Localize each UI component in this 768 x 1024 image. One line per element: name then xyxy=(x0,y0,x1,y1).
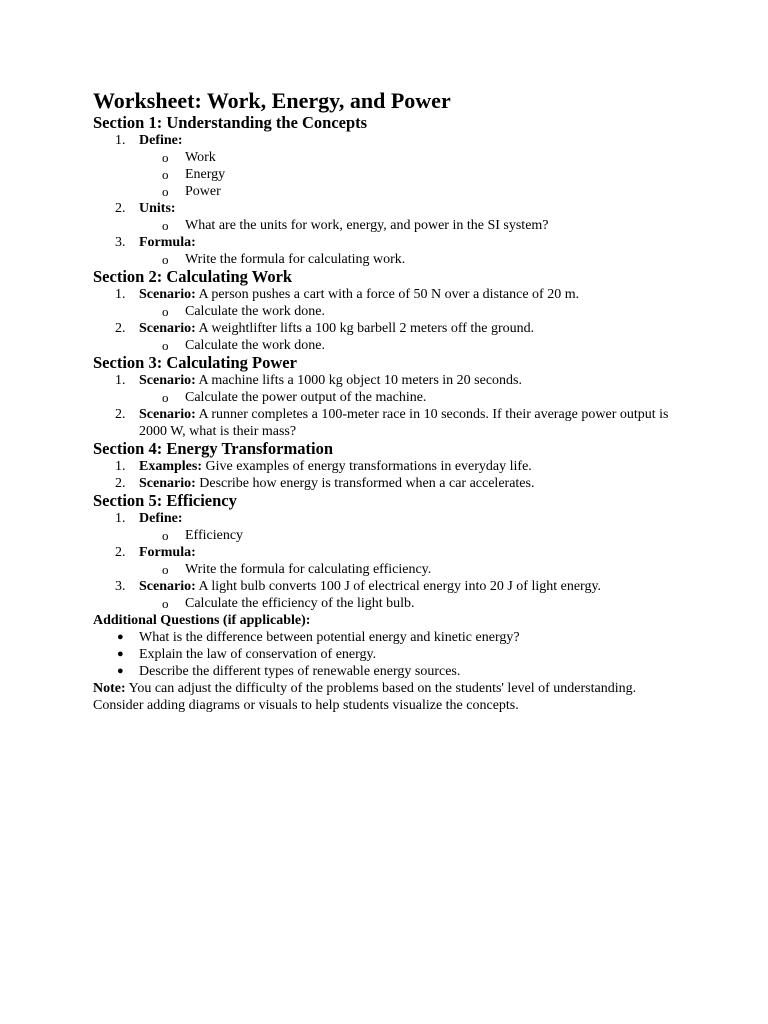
bullet-text: Describe the different types of renewable energy sources. xyxy=(139,664,461,679)
item-label: Formula: xyxy=(139,235,196,250)
worksheet-content xyxy=(93,88,683,714)
sub-item-text: Write the formula for calculating efficiency. xyxy=(185,562,432,577)
numbered-list xyxy=(93,372,683,440)
additional-questions-heading: Additional Questions (if applicable): xyxy=(93,613,311,628)
list-item xyxy=(93,234,683,268)
item-number: 2. xyxy=(115,321,126,336)
item-label: Scenario: xyxy=(139,373,196,388)
item-number: 3. xyxy=(115,579,126,594)
sub-list-item xyxy=(139,183,683,200)
sub-item-text: Write the formula for calculating work. xyxy=(185,252,406,267)
item-text: A machine lifts a 1000 kg object 10 meters in 20 seconds. xyxy=(195,373,522,388)
list-item xyxy=(93,372,683,406)
section-heading: Section 4: Energy Transformation xyxy=(93,439,333,458)
item-label: Scenario: xyxy=(139,579,196,594)
sub-list xyxy=(139,217,683,234)
section-1 xyxy=(93,114,683,268)
numbered-list xyxy=(93,132,683,268)
list-item xyxy=(93,286,683,320)
note-text: You can adjust the difficulty of the problems based on the students' level of understanding. Consider adding diagrams or visuals to help students visualize the concepts. xyxy=(93,681,637,713)
list-item xyxy=(93,406,683,440)
sub-item-text: Power xyxy=(185,184,221,199)
list-item xyxy=(93,200,683,234)
circle-bullet-icon: o xyxy=(162,218,169,233)
sub-item-text: Calculate the power output of the machine. xyxy=(185,390,427,405)
sub-list xyxy=(139,337,683,354)
section-heading: Section 2: Calculating Work xyxy=(93,267,293,286)
circle-bullet-icon: o xyxy=(162,528,169,543)
sub-list-item xyxy=(139,337,683,354)
page-title: Worksheet: Work, Energy, and Power xyxy=(93,88,451,113)
circle-bullet-icon: o xyxy=(162,252,169,267)
disc-bullet-icon: ● xyxy=(117,631,124,643)
section-2 xyxy=(93,268,683,354)
sub-item-text: Efficiency xyxy=(185,528,244,543)
sub-list-item xyxy=(139,527,683,544)
item-text: A person pushes a cart with a force of 50 N over a distance of 20 m. xyxy=(195,287,580,302)
item-number: 1. xyxy=(115,459,126,474)
circle-bullet-icon: o xyxy=(162,167,169,182)
item-label: Scenario: xyxy=(139,407,196,422)
sub-list-item xyxy=(139,166,683,183)
sub-list xyxy=(139,149,683,200)
sub-list-item xyxy=(139,217,683,234)
item-text: Describe how energy is transformed when a car accelerates. xyxy=(195,476,535,491)
disc-bullet-icon: ● xyxy=(117,665,124,677)
list-item xyxy=(93,320,683,354)
list-item xyxy=(93,510,683,544)
sub-list xyxy=(139,389,683,406)
item-label: Scenario: xyxy=(139,321,196,336)
sub-item-text: What are the units for work, energy, and power in the SI system? xyxy=(185,218,549,233)
section-heading: Section 1: Understanding the Concepts xyxy=(93,113,368,132)
item-number: 3. xyxy=(115,235,126,250)
note-label: Note: xyxy=(93,681,126,696)
bullet-item xyxy=(93,629,683,646)
bullet-item xyxy=(93,646,683,663)
bullet-text: What is the difference between potential energy and kinetic energy? xyxy=(139,630,520,645)
item-text: Give examples of energy transformations in everyday life. xyxy=(202,459,532,474)
item-number: 1. xyxy=(115,511,126,526)
bullet-text: Explain the law of conservation of energy. xyxy=(139,647,377,662)
circle-bullet-icon: o xyxy=(162,184,169,199)
item-label: Scenario: xyxy=(139,287,196,302)
sub-item-text: Calculate the work done. xyxy=(185,338,325,353)
sub-list-item xyxy=(139,389,683,406)
sub-list-item xyxy=(139,595,683,612)
disc-bullet-icon: ● xyxy=(117,648,124,660)
sub-list-item xyxy=(139,149,683,166)
item-label: Define: xyxy=(139,133,183,148)
sub-list-item xyxy=(139,251,683,268)
additional-questions-list xyxy=(93,629,683,680)
sub-list xyxy=(139,251,683,268)
circle-bullet-icon: o xyxy=(162,304,169,319)
circle-bullet-icon: o xyxy=(162,562,169,577)
circle-bullet-icon: o xyxy=(162,150,169,165)
list-item xyxy=(93,544,683,578)
circle-bullet-icon: o xyxy=(162,390,169,405)
sub-list xyxy=(139,303,683,320)
numbered-list xyxy=(93,510,683,612)
item-text: A runner completes a 100-meter race in 10 seconds. If their average power output is 2000 W, what is their mass? xyxy=(139,407,669,439)
section-4 xyxy=(93,440,683,492)
list-item xyxy=(93,578,683,612)
sub-list xyxy=(139,595,683,612)
section-heading: Section 3: Calculating Power xyxy=(93,353,297,372)
item-number: 1. xyxy=(115,287,126,302)
section-3 xyxy=(93,354,683,440)
item-label: Scenario: xyxy=(139,476,196,491)
circle-bullet-icon: o xyxy=(162,596,169,611)
item-number: 1. xyxy=(115,373,126,388)
sub-item-text: Energy xyxy=(185,167,226,182)
note-paragraph xyxy=(93,680,683,714)
item-number: 1. xyxy=(115,133,126,148)
circle-bullet-icon: o xyxy=(162,338,169,353)
item-label: Formula: xyxy=(139,545,196,560)
item-label: Units: xyxy=(139,201,176,216)
numbered-list xyxy=(93,286,683,354)
item-number: 2. xyxy=(115,407,126,422)
sections-container xyxy=(93,114,683,612)
item-text: A weightlifter lifts a 100 kg barbell 2 meters off the ground. xyxy=(195,321,535,336)
item-number: 2. xyxy=(115,476,126,491)
item-number: 2. xyxy=(115,545,126,560)
bullet-item xyxy=(93,663,683,680)
list-item xyxy=(93,132,683,200)
section-5 xyxy=(93,492,683,612)
item-number: 2. xyxy=(115,201,126,216)
sub-item-text: Calculate the work done. xyxy=(185,304,325,319)
sub-item-text: Work xyxy=(185,150,216,165)
sub-item-text: Calculate the efficiency of the light bulb. xyxy=(185,596,415,611)
sub-list-item xyxy=(139,561,683,578)
list-item xyxy=(93,458,683,475)
numbered-list xyxy=(93,458,683,492)
section-heading: Section 5: Efficiency xyxy=(93,491,237,510)
sub-list-item xyxy=(139,303,683,320)
list-item xyxy=(93,475,683,492)
item-label: Examples: xyxy=(139,459,202,474)
sub-list xyxy=(139,561,683,578)
sub-list xyxy=(139,527,683,544)
item-label: Define: xyxy=(139,511,183,526)
item-text: A light bulb converts 100 J of electrical energy into 20 J of light energy. xyxy=(195,579,602,594)
